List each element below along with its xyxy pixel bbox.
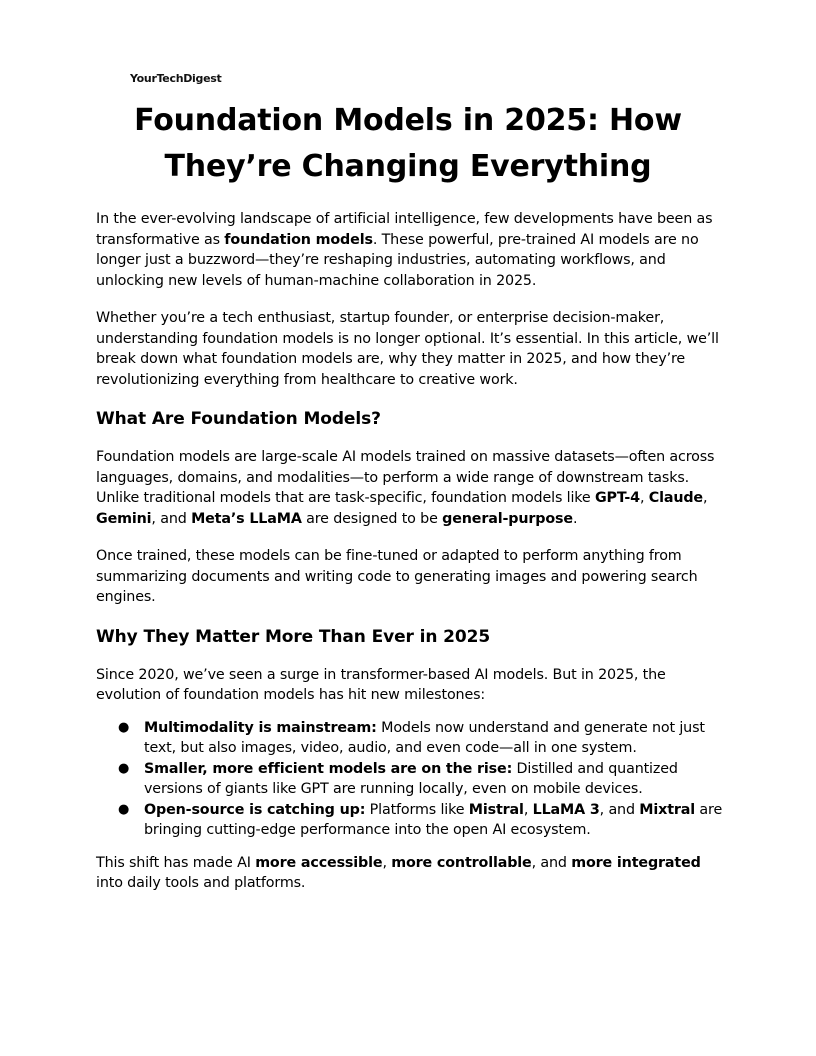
text-run: into daily tools and platforms. (96, 875, 306, 891)
bold-text: general-purpose (442, 510, 573, 527)
bold-text: Meta’s LLaMA (191, 510, 302, 527)
text-run: , (523, 801, 533, 818)
text-run: are bringing cutting-edge performance into the open AI ecosystem. (144, 801, 723, 838)
text-run: Platforms like (365, 801, 469, 818)
bullet-icon: ● (118, 801, 130, 817)
list-item (118, 718, 724, 759)
bold-text: Mistral (468, 801, 524, 818)
section-paragraph (96, 447, 724, 529)
bold-text: Claude (648, 490, 703, 506)
text-run: . (572, 510, 578, 527)
bold-text: LLaMA 3 (532, 801, 600, 818)
text-run: Since 2020, we’ve seen a surge in transformer-based AI models. But in 2025, the evolution of foundation models has hit new milestones: (96, 666, 666, 703)
article-body (96, 209, 724, 911)
list-item (118, 800, 724, 841)
text-run: . These powerful, pre-trained AI models are no longer just a buzzword—they’re reshaping industries, automating workflows, and unlocking new levels of human-machine collaboration in 2025. (96, 231, 699, 289)
bullet-icon: ● (118, 719, 130, 735)
bold-text: more controllable (391, 854, 532, 871)
text-run: , and (599, 801, 640, 818)
text-run: In the ever-evolving landscape of artificial intelligence, few developments have been as transformative as (96, 211, 713, 248)
bold-text: Multimodality is mainstream: (144, 719, 377, 736)
text-run: , (639, 490, 649, 506)
section-heading: Why They Matter More Than Ever in 2025 (96, 626, 491, 647)
text-run: are designed to be (301, 510, 443, 527)
list-item (118, 759, 724, 800)
text-run: , (382, 854, 392, 871)
bold-text: Smaller, more efficient models are on the rise: (144, 760, 513, 777)
bullet-icon: ● (118, 760, 130, 776)
closing-paragraph (96, 853, 724, 894)
brand-logo: YourTechDigest (130, 72, 222, 85)
list-item-text (144, 802, 722, 839)
bold-text: Open-source is catching up: (144, 801, 366, 818)
list-item-text (144, 720, 705, 757)
intro-paragraph (96, 209, 724, 291)
text-run: This shift has made AI (96, 854, 256, 871)
page-title: Foundation Models in 2025: How They’re Changing Everything (134, 103, 682, 184)
section-paragraph (96, 546, 724, 608)
bold-text: Gemini (96, 510, 152, 527)
list-item-text (144, 761, 678, 798)
bold-text: foundation models (224, 231, 373, 248)
section-paragraph (96, 665, 724, 706)
text-run: Whether you’re a tech enthusiast, startup founder, or enterprise decision-maker, understanding foundation models is no longer optional. It’s essential. In this article, we’ll break down what foundation models are, why they matter in 2025, and how they’re revolutionizing everything from healthcare to creative work. (96, 310, 719, 388)
section-heading: What Are Foundation Models? (96, 409, 381, 429)
bold-text: more accessible (255, 854, 383, 871)
intro-paragraph (96, 308, 724, 390)
text-run: Distilled and quantized versions of giants like GPT are running locally, even on mobile devices. (144, 760, 678, 797)
text-run: , and (151, 510, 192, 527)
bold-text: more integrated (571, 854, 701, 871)
text-run: Once trained, these models can be fine-tuned or adapted to perform anything from summarizing documents and writing code to generating images and powering search engines. (96, 548, 698, 605)
text-run: , and (531, 854, 572, 871)
bullet-list (96, 718, 724, 841)
text-run: Models now understand and generate not just text, but also images, video, audio, and even code—all in one system. (144, 719, 705, 756)
bold-text: GPT-4 (594, 490, 640, 506)
bold-text: Mixtral (639, 801, 696, 818)
text-run: , (702, 490, 708, 506)
text-run: Foundation models are large-scale AI models trained on massive datasets—often across languages, domains, and modalities—to perform a wide range of downstream tasks. Unlike traditional models that are task-specific, foundation models like (96, 449, 715, 506)
